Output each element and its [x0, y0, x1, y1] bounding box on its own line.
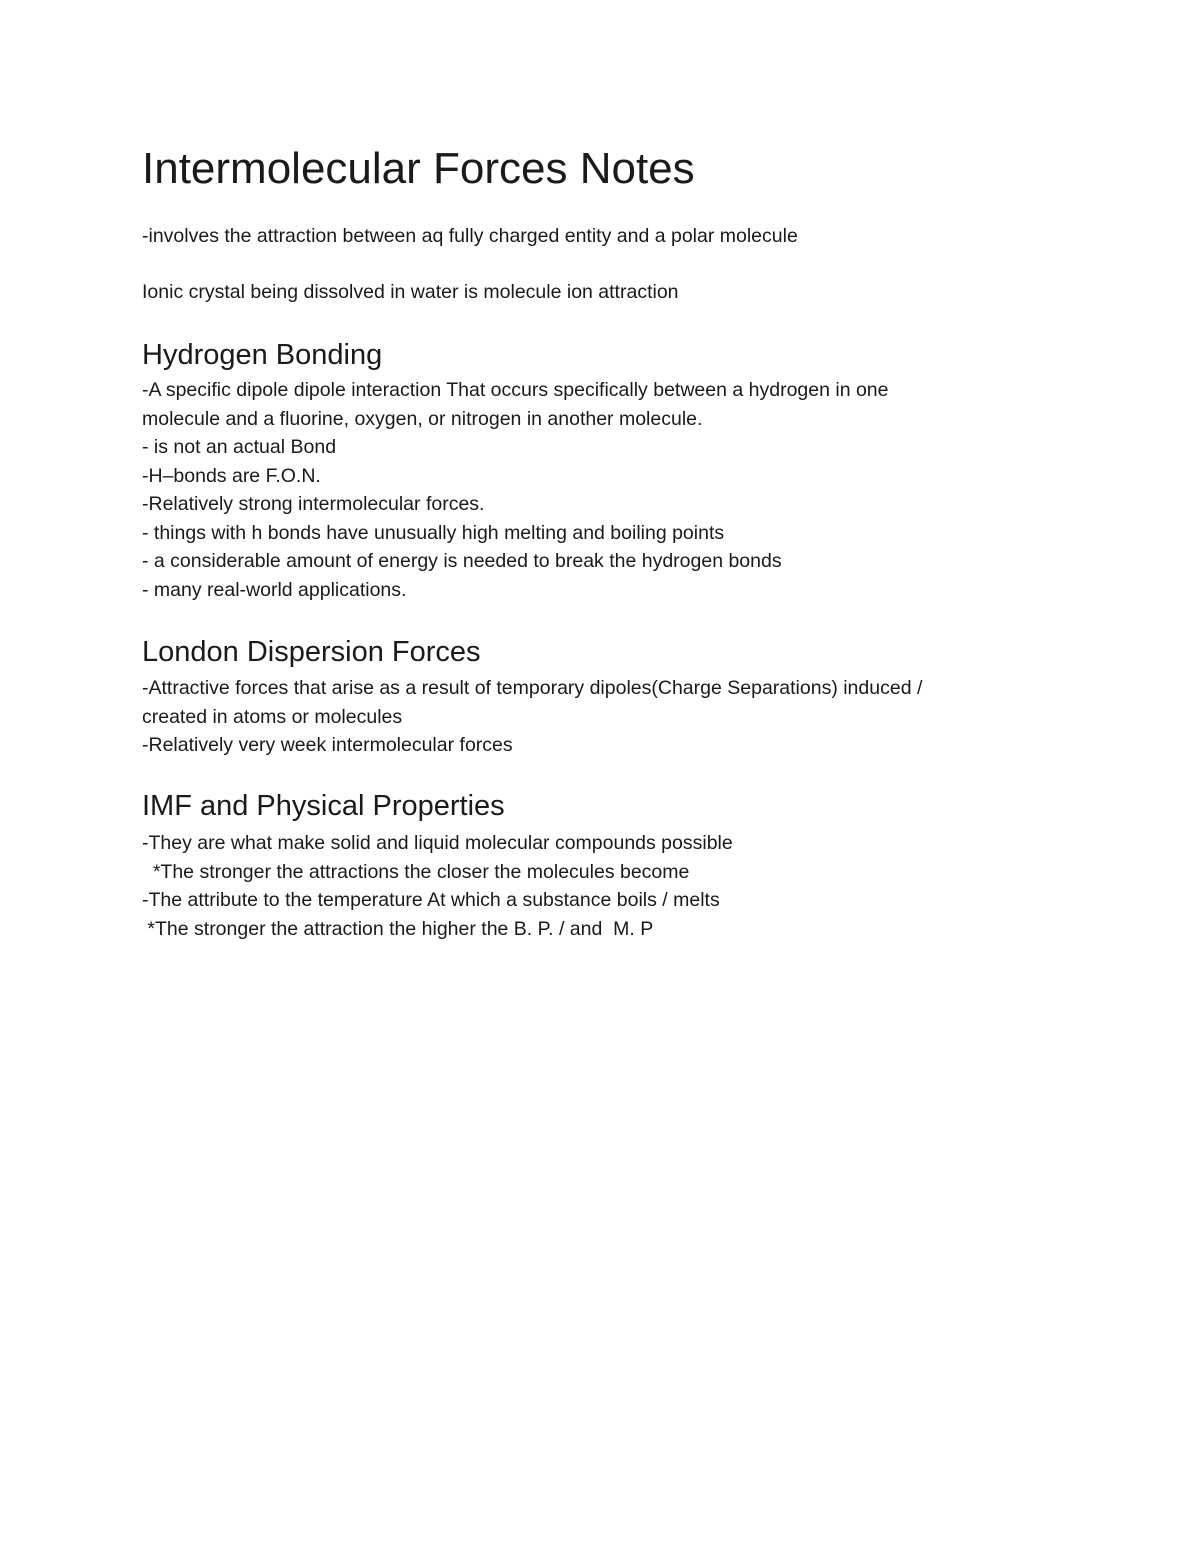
note-line: *The stronger the attraction the higher the B. P. / and M. P	[142, 917, 654, 940]
note-line: -Relatively strong intermolecular forces.	[142, 493, 485, 515]
note-line: -The attribute to the temperature At which a substance boils / melts	[142, 889, 720, 911]
note-line: - is not an actual Bond	[142, 436, 337, 458]
note-line: -A specific dipole dipole interaction That occurs specifically between a hydrogen in one	[142, 379, 889, 401]
intro-line: Ionic crystal being dissolved in water is molecule ion attraction	[142, 281, 679, 303]
note-line: -Attractive forces that arise as a result of temporary dipoles(Charge Separations) induced /	[142, 677, 923, 699]
section-heading-hydrogen-bonding: Hydrogen Bonding	[142, 339, 383, 371]
section-heading-london-dispersion: London Dispersion Forces	[142, 636, 481, 668]
document-title: Intermolecular Forces Notes	[142, 144, 695, 193]
note-line: - a considerable amount of energy is needed to break the hydrogen bonds	[142, 550, 782, 572]
intro-line: -involves the attraction between aq fully charged entity and a polar molecule	[142, 225, 798, 247]
note-line: -H–bonds are F.O.N.	[142, 464, 321, 487]
section-body-london-dispersion	[142, 674, 922, 760]
note-line: - things with h bonds have unusually high melting and boiling points	[142, 521, 725, 544]
section-heading-imf-physical-properties: IMF and Physical Properties	[142, 790, 505, 822]
note-line: -Relatively very week intermolecular forces	[142, 734, 513, 756]
note-line: created in atoms or molecules	[142, 705, 403, 728]
note-line: - many real-world applications.	[142, 578, 407, 601]
note-line: -They are what make solid and liquid molecular compounds possible	[142, 832, 733, 854]
section-body-imf-physical-properties	[142, 829, 733, 943]
section-body-hydrogen-bonding	[142, 376, 889, 604]
note-line: molecule and a fluorine, oxygen, or nitrogen in another molecule.	[142, 407, 703, 430]
note-line: *The stronger the attractions the closer the molecules become	[142, 860, 690, 883]
